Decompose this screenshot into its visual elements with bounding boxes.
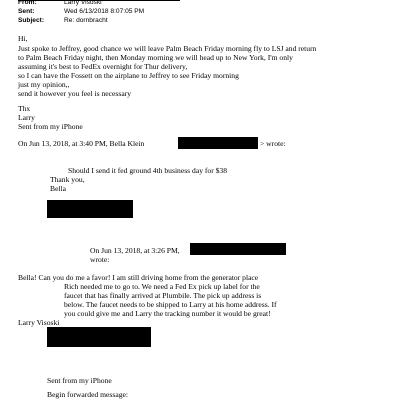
sign-name: Larry: [18, 113, 35, 122]
quote1-line: Should I send it fed ground 4th business day for $38: [68, 166, 228, 175]
quote2-line: you could give me and Larry the tracking number it would be great!: [64, 309, 271, 318]
subject-value: Re: dornbracht: [64, 17, 108, 24]
sent-from-iphone: Sent from my iPhone: [18, 122, 83, 131]
sign-thx: Thx: [18, 104, 31, 113]
quote2-line: below. The faucet needs to be shipped to Larry at his home address. If: [64, 300, 277, 309]
body-line: so I can have the Fossett on the airplane to Jeffrey to see Friday morning: [18, 71, 239, 80]
redaction-box: [47, 327, 151, 347]
quote2-signature: Larry Visoski: [18, 318, 60, 327]
greeting: Hi,: [18, 34, 28, 43]
body-line: just my opinion,,: [18, 80, 70, 89]
quote2-line: Rich needed me to go to. We need a Fed Ex pick up label for the: [64, 282, 260, 291]
body-line: to Palm Beach Friday night, then Monday morning we will head up to New York, I'm only: [18, 53, 293, 62]
redaction-box: [47, 200, 133, 218]
quote1-thanks: Thank you,: [50, 175, 85, 184]
body-line: Just spoke to Jeffrey, good chance we will leave Palm Beach Friday morning fly to LSJ and return: [18, 44, 317, 53]
body-line: send it however you feel is necessary: [18, 89, 132, 98]
forwarded-message-label: Begin forwarded message:: [47, 390, 128, 399]
footer-sent-from-iphone: Sent from my iPhone: [47, 376, 112, 385]
quote1-wrote: > wrote:: [260, 139, 286, 148]
quote2-line: faucet that has finally arrived at Plumbile. The pick up address is: [64, 291, 262, 300]
from-value: Larry Visoski: [64, 0, 102, 6]
body-line: assuming it's best to FedEx overnight for Thur delivery,: [18, 62, 188, 71]
sent-label: Sent:: [18, 8, 35, 15]
quote2-wrote: wrote:: [90, 255, 110, 264]
quote1-name: Bella: [50, 184, 67, 193]
sent-value: Wed 6/13/2018 8:07:05 PM: [64, 8, 145, 15]
from-label: From:: [18, 0, 37, 6]
quote2-intro: On Jun 13, 2018, at 3:26 PM,: [90, 246, 180, 255]
subject-label: Subject:: [18, 17, 45, 24]
redaction-box: [190, 243, 286, 255]
redaction-box: [178, 137, 258, 149]
quote2-line: Bella! Can you do me a favor! I am still driving home from the generator place: [18, 273, 259, 282]
quote1-intro: On Jun 13, 2018, at 3:40 PM, Bella Klein: [18, 139, 145, 148]
